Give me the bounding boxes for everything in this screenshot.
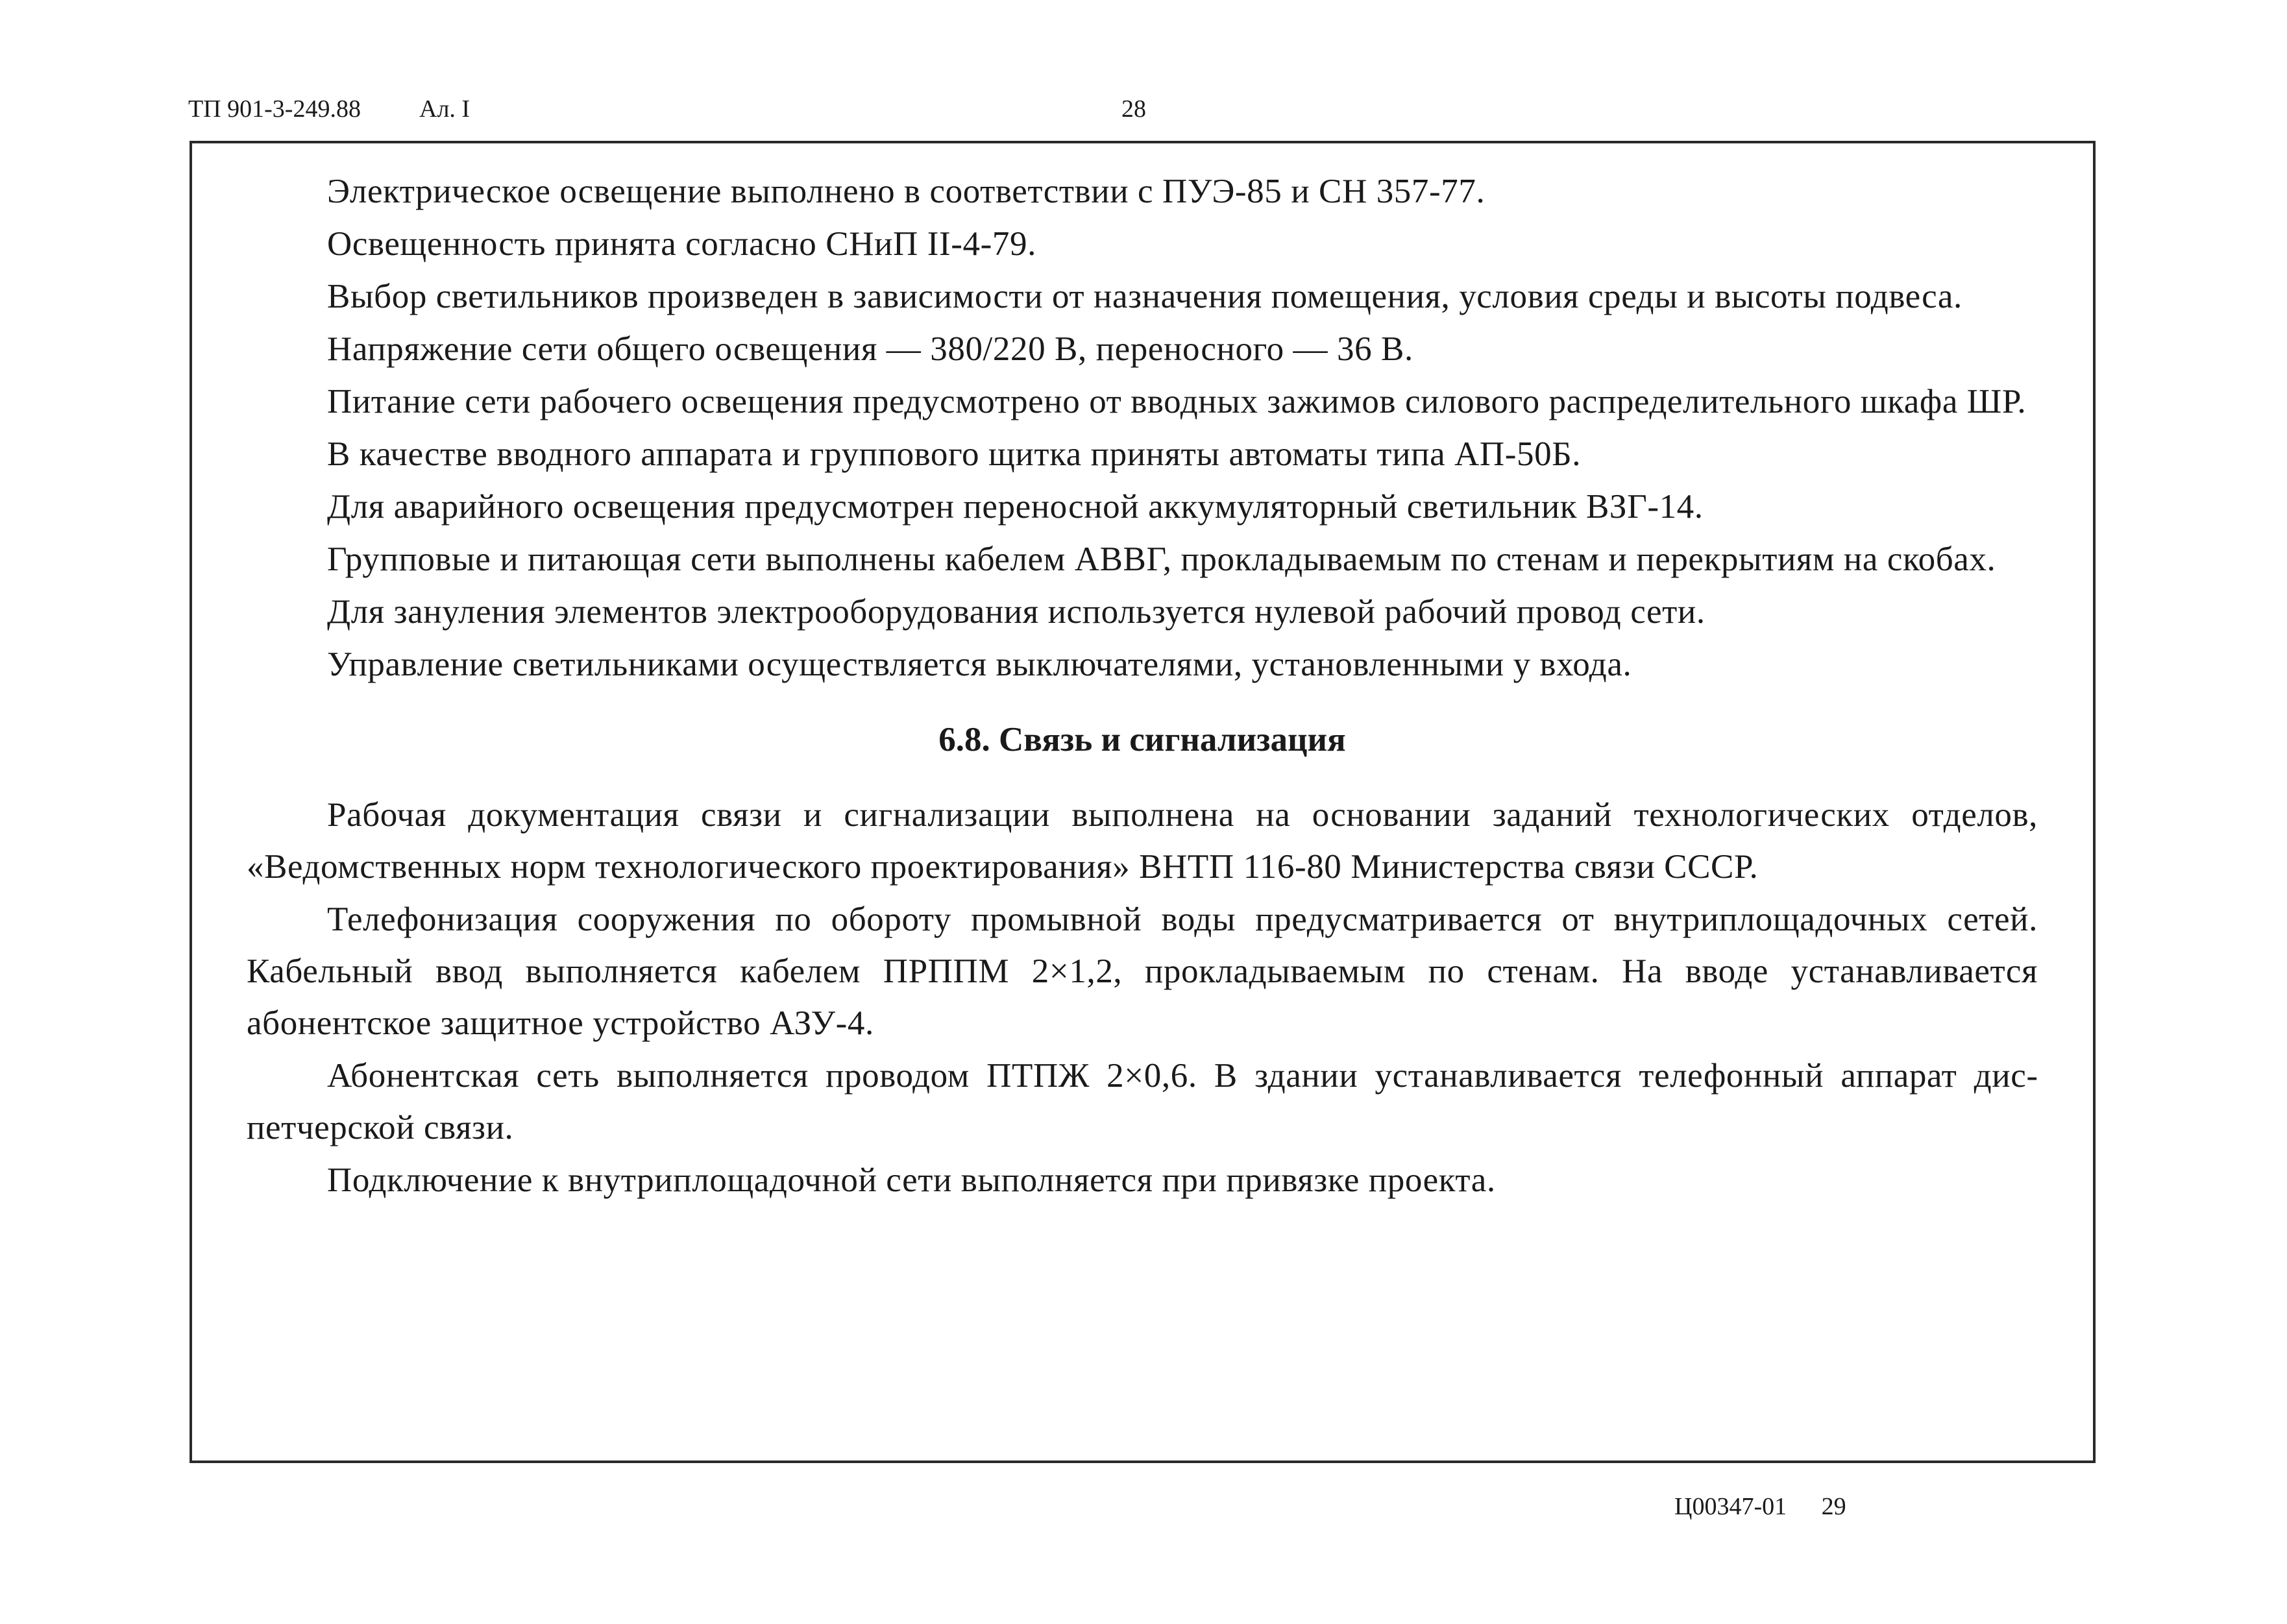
- paragraph-telephony: Телефонизация сооружения по обороту промывной воды предусматривается от внутриплощадочных сетей. Кабельный ввод выполняется кабелем ПРППМ 2×1,2, прокладываемым по стенам. На вводе устанавливается абонентское защитное устройство АЗУ-4.: [247, 901, 2038, 1042]
- paragraph-light-control: Управление светильниками осуществляется выключателями, установленными у входа.: [327, 646, 1632, 683]
- page-footer: [1674, 1487, 1846, 1526]
- footer-document-code: Ц00347-01: [1674, 1493, 1787, 1520]
- paragraph-emergency-lighting: Для аварийного освещения предусмотрен переносной аккумуляторный светильник ВЗГ-14.: [327, 488, 1704, 526]
- paragraph-illumination: Освещенность принята согласно СНиП II-4-79.: [327, 225, 1036, 263]
- paragraph-grounding: Для зануления элементов электрооборудования используется нулевой рабочий провод сети.: [327, 593, 1706, 631]
- page-number: 28: [1121, 95, 1146, 123]
- paragraph-network-voltage: Напряжение сети общего освещения — 380/220 В, переносного — 36 В.: [327, 330, 1413, 368]
- paragraph-lighting-standard: Электрическое освещение выполнено в соответствии с ПУЭ-85 и СН 357-77.: [327, 173, 1486, 210]
- document-code: ТП 901-3-249.88: [188, 95, 361, 123]
- paragraph-input-device: В качестве вводного аппарата и группового щитка приняты автоматы типа АП-50Б.: [327, 435, 1582, 473]
- paragraph-cabling: Групповые и питающая сети выполнены кабелем АВВГ, прокладываемым по стенам и перекрытиям на скобах.: [327, 540, 1996, 578]
- page-header: [188, 90, 2103, 128]
- paragraph-communication-docs: Рабочая документация связи и сигнализации выполнена на основании заданий технологических отделов, «Ведомственных норм технологического проектирования» ВНТП 116-80 Министерства связи СССР.: [247, 796, 2038, 886]
- text-frame: [190, 141, 2096, 1463]
- document-body: [247, 165, 2038, 1207]
- paragraph-connection: Подключение к внутриплощадочной сети выполняется при привязке проекта.: [327, 1161, 1496, 1199]
- paragraph-luminaire-selection: Выбор светильников произведен в зависимости от назначения помещения, условия среды и высоты подвеса.: [327, 278, 1963, 315]
- paragraph-power-supply: Питание сети рабочего освещения предусмотрено от вводных зажимов силового распределительного шкафа ШР.: [327, 383, 2027, 420]
- paragraph-subscriber-network: Абонентская сеть выполняется проводом ПТПЖ 2×0,6. В здании устанавливается телефонный аппарат диспетчерской связи.: [247, 1057, 2038, 1146]
- sheet-label: Ал. I: [419, 95, 471, 123]
- footer-page-number: 29: [1821, 1493, 1846, 1520]
- section-heading: 6.8. Связь и сигнализация: [938, 721, 1346, 758]
